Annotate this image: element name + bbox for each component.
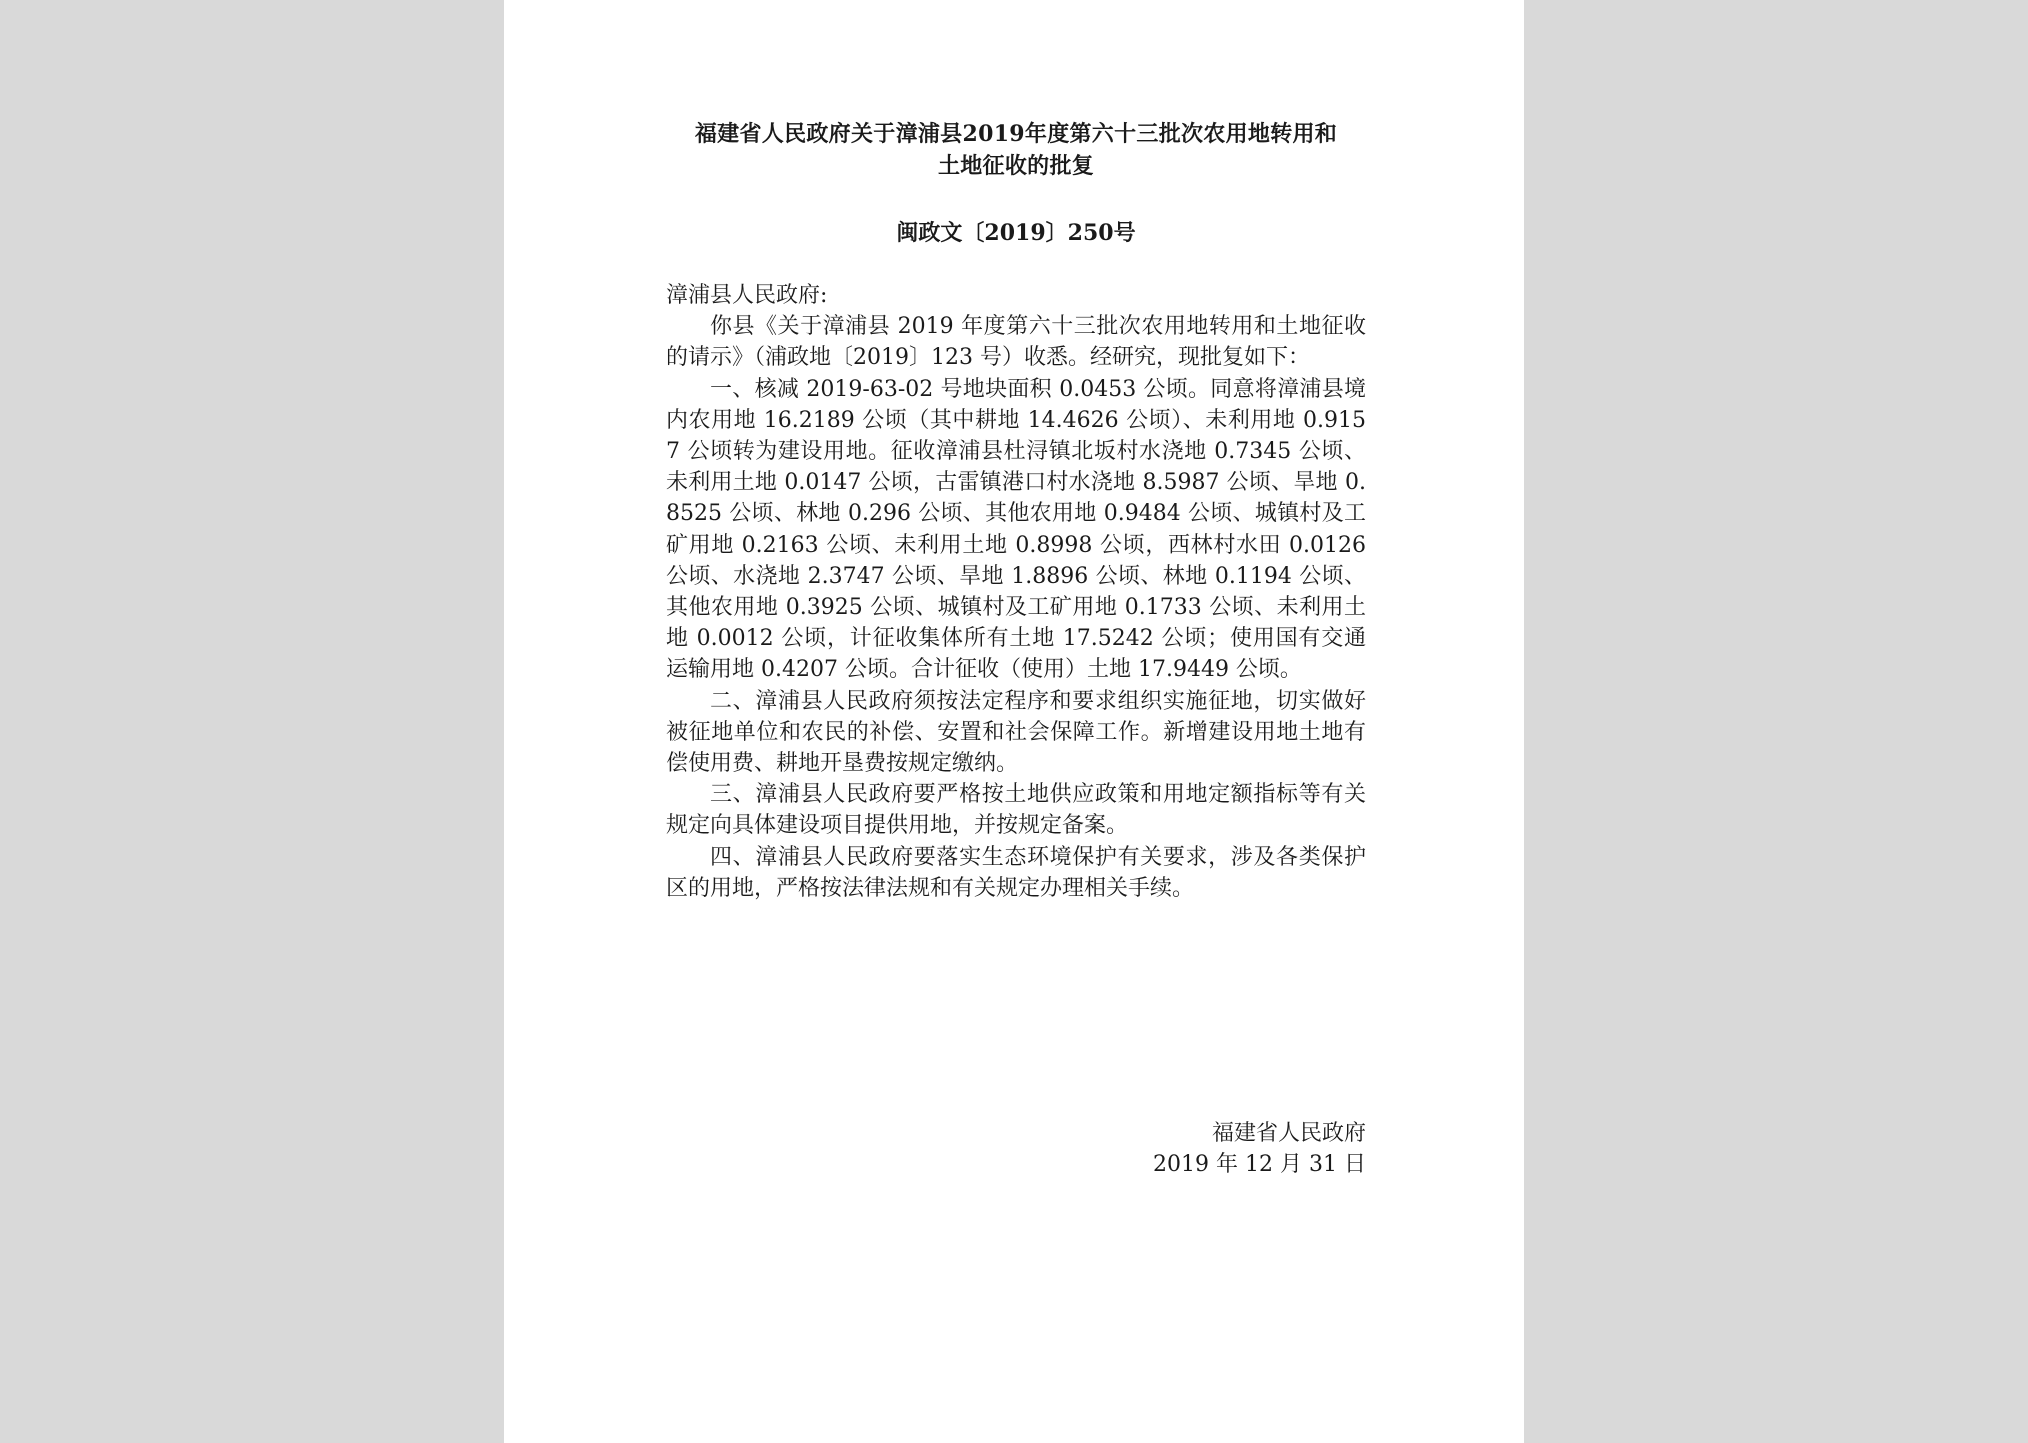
paragraph-item-4: 四、漳浦县人民政府要落实生态环境保护有关要求，涉及各类保护区的用地，严格按法律法规和有关规定办理相关手续。 [666, 844, 1366, 901]
paragraph-item-1: 一、核减 2019-63-02 号地块面积 0.0453 公顷。同意将漳浦县境内农用地 16.2189 公顷（其中耕地 14.4626 公顷）、未利用地 0.9157 公顷转为建设用地。征收漳浦县杜浔镇北坂村水浇地 0.7345 公顷、未利用土地 0.0147 公顷，古雷镇港口村水浇地 8.5987 公顷、旱地 0.8525 公顷、林地 0.296 公顷、其他农用地 0.9484 公顷、城镇村及工矿用地 0.2163 公顷、未利用土地 0.8998 公顷，西林村水田 0.0126 公顷、水浇地 2.3747 公顷、旱地 1.8896 公顷、林地 0.1194 公顷、其他农用地 0.3925 公顷、城镇村及工矿用地 0.1733 公顷、未利用土地 0.0012 公顷，计征收集体所有土地 17.5242 公顷；使用国有交通运输用地 0.4207 公顷。合计征收（使用）土地 17.9449 公顷。 [666, 376, 1366, 683]
document-title [656, 118, 1376, 182]
document-body [666, 280, 1366, 904]
paragraph-item-2: 二、漳浦县人民政府须按法定程序和要求组织实施征地，切实做好被征地单位和农民的补偿、安置和社会保障工作。新增建设用地土地有偿使用费、耕地开垦费按规定缴纳。 [666, 688, 1366, 777]
paragraph-item-3: 三、漳浦县人民政府要严格按土地供应政策和用地定额指标等有关规定向具体建设项目提供用地，并按规定备案。 [666, 782, 1366, 839]
title-line-1: 福建省人民政府关于漳浦县2019年度第六十三批次农用地转用和 [694, 121, 1338, 147]
signature-block [1046, 1118, 1366, 1180]
title-line-2: 土地征收的批复 [937, 153, 1095, 179]
paragraph-intro: 你县《关于漳浦县 2019 年度第六十三批次农用地转用和土地征收的请示》（浦政地〔2019〕123 号）收悉。经研究，现批复如下： [666, 314, 1366, 371]
document-page [504, 0, 1524, 1443]
document-number: 闽政文〔2019〕250号 [896, 220, 1136, 246]
issue-date: 2019 年 12 月 31 日 [1153, 1152, 1366, 1177]
addressee: 漳浦县人民政府: [666, 283, 828, 308]
issuer-name: 福建省人民政府 [1211, 1121, 1366, 1146]
